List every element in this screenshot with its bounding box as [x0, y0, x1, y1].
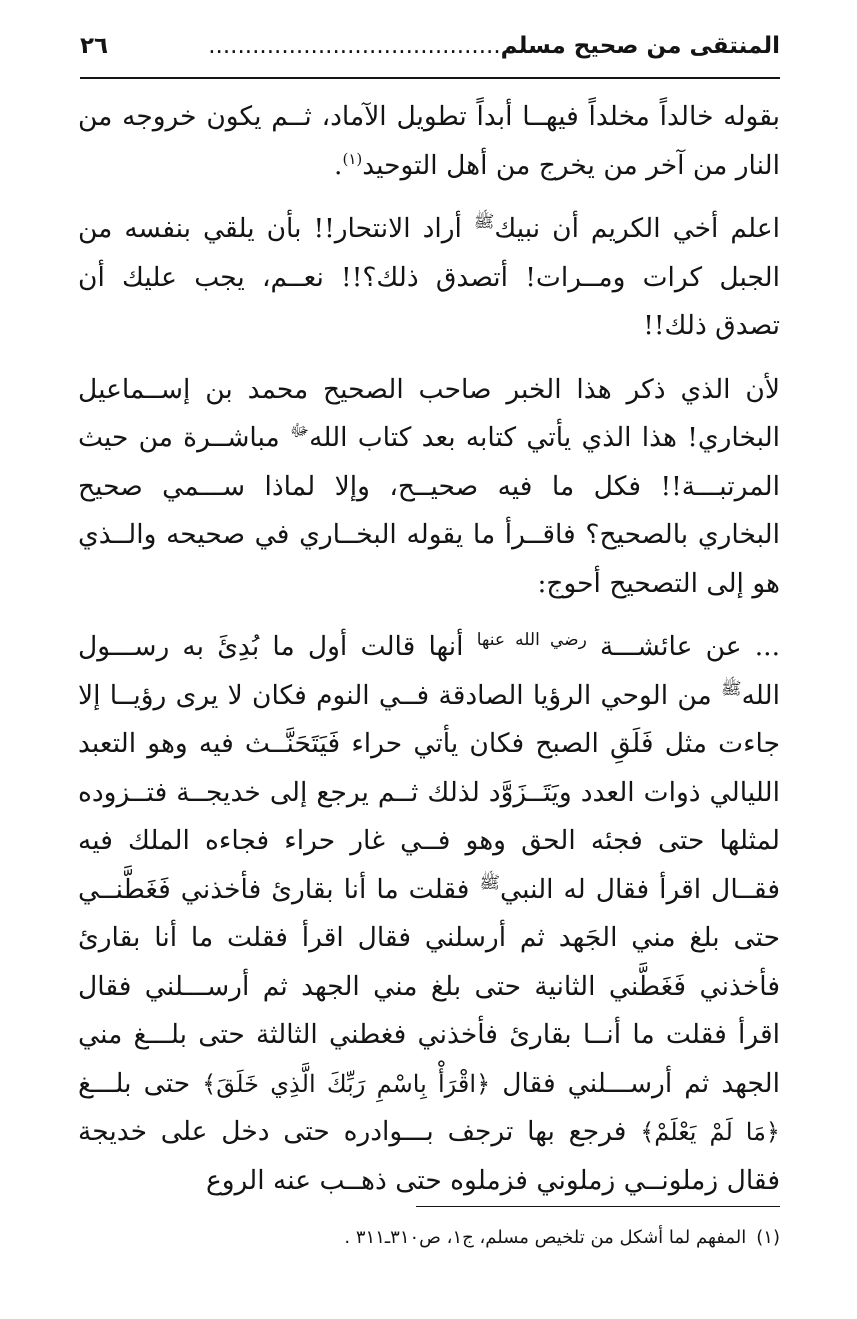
honorific-glyph: رضي الله عنها — [476, 630, 587, 651]
footnote — [80, 1223, 780, 1253]
honorific-glyph: ﷺ — [473, 212, 495, 233]
paragraph-4-text-d: فقلت ما أنا بقارئ فأخذني فَغَطَّنــي حتى بلغ مني الجَهد ثم أرسلني فقال اقرأ فقلت ما أنا بقارئ فأخذني فَغَطَّني الثانية حتى بلغ مني الجهد ثم أرســـلني فقال اقرأ فقلت ما أنــا بقارئ فأخذني فغطني الثالثة حتى بلـــغ مني الجهد ثم أرســـلني فقال — [78, 873, 780, 1099]
paragraph-1 — [78, 93, 780, 190]
quran-verse-1: ﴿اقْرَأْ بِاسْمِ رَبِّكَ الَّذِي خَلَقَ﴾ — [202, 1069, 491, 1098]
honorific-glyph: ﷺ — [479, 872, 500, 893]
footnote-text: المفهم لما أشكل من تلخيص مسلم، ج١، ص٣١٠ـ٣١١ . — [344, 1227, 747, 1248]
paragraph-1-end: . — [334, 149, 343, 181]
quran-verse-2: ﴿مَا لَمْ يَعْلَمْ﴾ — [640, 1118, 780, 1146]
footnote-marker: (١) — [756, 1227, 780, 1248]
paragraph-4-text-c: من الوحي الرؤيا الصادقة فــي النوم فكان لا يرى رؤيــا إلا جاءت مثل فَلَقِ الصبح فكان يأتي حراء فَيَتَحَنَّــث فيه وهو التعبد الليالي ذوات العدد ويَتَــزَوَّد لذلك ثــم يرجع إلى خديجــة فتــزوده لمثلها حتى فجئه الحق وهو فــي غار حراء فجاءه الملك فيه فقــال اقرأ فقال له النبي — [78, 679, 780, 905]
paragraph-1-text: بقوله خالداً مخلداً فيهــا أبداً تطويل الآماد، ثــم يكون خروجه من النار من آخر من يخرج من أهل التوحيد — [78, 101, 780, 181]
paragraph-4-text-f: فرجع بها ترجف بـــوادره حتى دخل على خديجة فقال زملونــي زملوني فزملوه حتى ذهــب عنه الروع — [78, 1116, 780, 1196]
honorific-glyph: ﷻ — [289, 421, 310, 442]
page-number: ٢٦ — [80, 33, 109, 59]
main-text — [78, 93, 780, 1217]
book-title: المنتقى من صحيح مسلم — [500, 33, 780, 59]
paragraph-2-text-b: أراد الانتحار!! بأن يلقي بنفسه من الجبل كرات ومــرات! أتصدق ذلك؟!! نعــم، يجب عليك أن تصدق ذلك!! — [78, 213, 780, 341]
paragraph-3-text-b: مباشــرة من حيث المرتبـــة!! فكل ما فيه صحيــح، وإلا لماذا ســـمي صحيح البخاري بالصحيح؟ فاقــرأ ما يقوله البخــاري في صحيحه والــذي هو إلى التصحيح أحوج: — [78, 422, 780, 599]
header-rule — [80, 77, 780, 79]
footnote-rule — [416, 1206, 780, 1207]
running-header — [80, 26, 780, 66]
footnote-reference[interactable]: (١) — [342, 149, 363, 168]
paragraph-4-text-b: أنها قالت أول ما بُدِئَ به رســـول الله — [78, 631, 780, 711]
header-dots: ........................................ — [208, 33, 501, 59]
paragraph-2 — [78, 205, 780, 351]
paragraph-4-hadith — [78, 623, 780, 1205]
paragraph-3 — [78, 366, 780, 609]
paragraph-3-text-a: لأن الذي ذكر هذا الخبر صاحب الصحيح محمد بن إســماعيل البخاري! هذا الذي يأتي كتابه بعد كتاب الله — [78, 373, 781, 453]
paragraph-2-text-a: اعلم أخي الكريم أن نبيك — [494, 213, 780, 244]
paragraph-4-text-e: حتى بلـــغ — [78, 1067, 203, 1099]
paragraph-4-text-a: ... عن عائشـــة — [586, 631, 781, 662]
honorific-glyph: ﷺ — [721, 678, 742, 699]
